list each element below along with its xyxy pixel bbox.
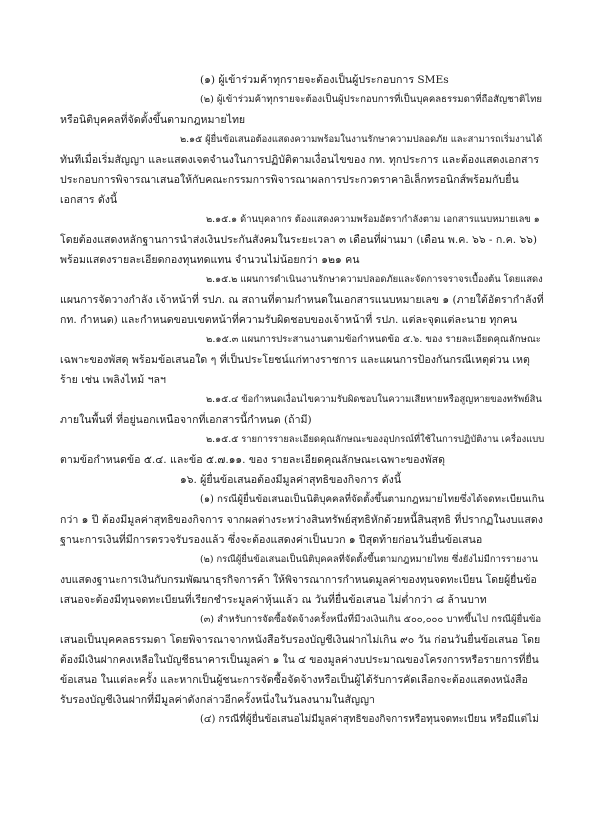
text-line: งบแสดงฐานะการเงินกับกรมพัฒนาธุรกิจการค้า ให้พิจารณาการกำหนดมูลค่าของทุนจดทะเบียน โดยผู้ยื่นข้อ (60, 574, 537, 586)
paragraph-p7 (60, 390, 544, 430)
text-line: ทันทีเมื่อเริ่มสัญญา และแสดงเจตจำนงในการปฏิบัติตามเงื่อนไขของ กท. ทุกประการ และต้องแสดงเอกสาร (60, 154, 540, 166)
text-line: ภายในพื้นที่ ที่อยู่นอกเหนือจากที่เอกสารนี้กำหนด (ถ้ามี) (60, 414, 312, 426)
text-line: เสนอจะต้องมีทุนจดทะเบียนที่เรียกชำระมูลค่าหุ้นแล้ว ณ วันที่ยื่นข้อเสนอ ไม่ต่ำกว่า ๘ ล้านบาท (60, 594, 487, 606)
text-line: โดยต้องแสดงหลักฐานการนำส่งเงินประกันสังคมในระยะเวลา ๓ เดือนที่ผ่านมา (เดือน พ.ค. ๖๖ - ก.ค. ๖๖) (60, 234, 538, 246)
text-line: (๒) กรณีผู้ยื่นข้อเสนอเป็นนิติบุคคลที่จัดตั้งขึ้นตามกฎหมายไทย ซึ่งยังไม่มีการรายงาน (200, 554, 538, 565)
text-line: ๒.๑๕.๑ ด้านบุคลากร ต้องแสดงความพร้อมอัตรากำลังตาม เอกสารแนบหมายเลข ๑ (206, 214, 540, 225)
text-line: (๓) สำหรับการจัดซื้อจัดจ้างครั้งหนึ่งที่มีวงเงินเกิน ๕๐๐,๐๐๐ บาทขึ้นไป กรณีผู้ยื่นข้อ (200, 614, 542, 625)
paragraph-p1 (60, 70, 544, 90)
text-line: ประกอบการพิจารณาเสนอให้กับคณะกรรมการพิจารณาผลการประกวดราคาอิเล็กทรอนิกส์พร้อมกับยื่น (60, 174, 519, 186)
paragraph-p3 (60, 130, 544, 210)
text-line: เสนอเป็นบุคคลธรรมดา โดยพิจารณาจากหนังสือรับรองบัญชีเงินฝากไม่เกิน ๙๐ วัน ก่อนวันยื่นข้อเสนอ โดย (60, 634, 541, 646)
text-line: เอกสาร ดังนี้ (60, 194, 118, 206)
text-line: (๑) กรณีผู้ยื่นข้อเสนอเป็นนิติบุคคลที่จัดตั้งขึ้นตามกฎหมายไทยซึ่งได้จดทะเบียนเกิน (200, 494, 544, 505)
text-line: (๑) ผู้เข้าร่วมค้าทุกรายจะต้องเป็นผู้ประกอบการ SMEs (200, 74, 449, 86)
text-line: ๒.๑๕.๓ แผนการประสานงานตามข้อกำหนดข้อ ๕.๖. ของ รายละเอียดคุณลักษณะ (206, 334, 541, 345)
paragraph-p10 (60, 490, 544, 550)
paragraph-p9 (60, 470, 544, 490)
text-line: ต้องมีเงินฝากคงเหลือในบัญชีธนาคารเป็นมูลค่า ๑ ใน ๔ ของมูลค่างบประมาณของโครงการหรือรายการที่ยื่น (60, 654, 539, 666)
text-line: (๔) กรณีที่ผู้ยื่นข้อเสนอไม่มีมูลค่าสุทธิของกิจการหรือทุนจดทะเบียน หรือมีแต่ไม่ (200, 714, 539, 725)
text-line: ร้าย เช่น เพลิงไหม้ ฯลฯ (60, 374, 166, 386)
paragraph-p4 (60, 210, 544, 270)
text-line: ตามข้อกำหนดข้อ ๕.๔. และข้อ ๕.๗.๑๑. ของ รายละเอียดคุณลักษณะเฉพาะของพัสดุ (60, 454, 446, 466)
text-line: พร้อมแสดงรายละเอียดกองทุนทดแทน จำนวนไม่น้อยกว่า ๑๒๑ คน (60, 254, 360, 266)
paragraph-p13 (60, 710, 544, 730)
text-line: รับรองบัญชีเงินฝากที่มีมูลค่าดังกล่าวอีกครั้งหนึ่งในวันลงนามในสัญญา (60, 694, 375, 706)
paragraph-p5 (60, 270, 544, 330)
text-line: เฉพาะของพัสดุ พร้อมข้อเสนอใด ๆ ที่เป็นประโยชน์แก่ทางราชการ และแผนการป้องกันกรณีเหตุด่วน เหตุ (60, 354, 530, 366)
text-line: ๒.๑๕.๕ รายการรายละเอียดคุณลักษณะของอุปกรณ์ที่ใช้ในการปฏิบัติงาน เครื่องแบบ (206, 434, 544, 445)
document-body (60, 70, 544, 730)
text-line: หรือนิติบุคคลที่จัดตั้งขึ้นตามกฎหมายไทย (60, 114, 246, 126)
text-line: กว่า ๑ ปี ต้องมีมูลค่าสุทธิของกิจการ จากผลต่างระหว่างสินทรัพย์สุทธิหักด้วยหนี้สินสุทธิ ที่ปรากฏในงบแสดง (60, 514, 543, 526)
paragraph-p6 (60, 330, 544, 390)
paragraph-p2 (60, 90, 544, 130)
text-line: ๒.๑๕.๔ ข้อกำหนดเงื่อนไขความรับผิดชอบในความเสียหายหรือสูญหายของทรัพย์สิน (206, 394, 542, 405)
paragraph-p8 (60, 430, 544, 470)
text-line: กท. กำหนด) และกำหนดขอบเขตหน้าที่ความรับผิดชอบของเจ้าหน้าที่ รปภ. แต่ละจุดแต่ละนาย ทุกคน (60, 314, 518, 326)
paragraph-p12 (60, 610, 544, 710)
text-line: ๑๖. ผู้ยื่นข้อเสนอต้องมีมูลค่าสุทธิของกิจการ ดังนี้ (180, 474, 402, 486)
text-line: ๒.๑๕ ผู้ยื่นข้อเสนอต้องแสดงความพร้อมในงานรักษาความปลอดภัย และสามารถเริ่มงานได้ (180, 134, 543, 145)
text-line: แผนการจัดวางกำลัง เจ้าหน้าที่ รปภ. ณ สถานที่ตามกำหนดในเอกสารแนบหมายเลข ๑ (ภายใต้อัตรากำลังที่ (60, 294, 544, 306)
paragraph-p11 (60, 550, 544, 610)
text-line: ฐานะการเงินที่มีการตรวจรับรองแล้ว ซึ่งจะต้องแสดงค่าเป็นบวก ๑ ปีสุดท้ายก่อนวันยื่นข้อเสนอ (60, 534, 483, 546)
text-line: ข้อเสนอ ในแต่ละครั้ง และหากเป็นผู้ชนะการจัดซื้อจัดจ้างหรือเป็นผู้ได้รับการคัดเลือกจะต้องแสดงหนังสือ (60, 674, 528, 686)
text-line: ๒.๑๕.๒ แผนการดำเนินงานรักษาความปลอดภัยและจัดการจราจรเบื้องต้น โดยแสดง (206, 274, 543, 285)
text-line: (๒) ผู้เข้าร่วมค้าทุกรายจะต้องเป็นผู้ประกอบการที่เป็นบุคคลธรรมดาที่ถือสัญชาติไทย (200, 94, 543, 105)
